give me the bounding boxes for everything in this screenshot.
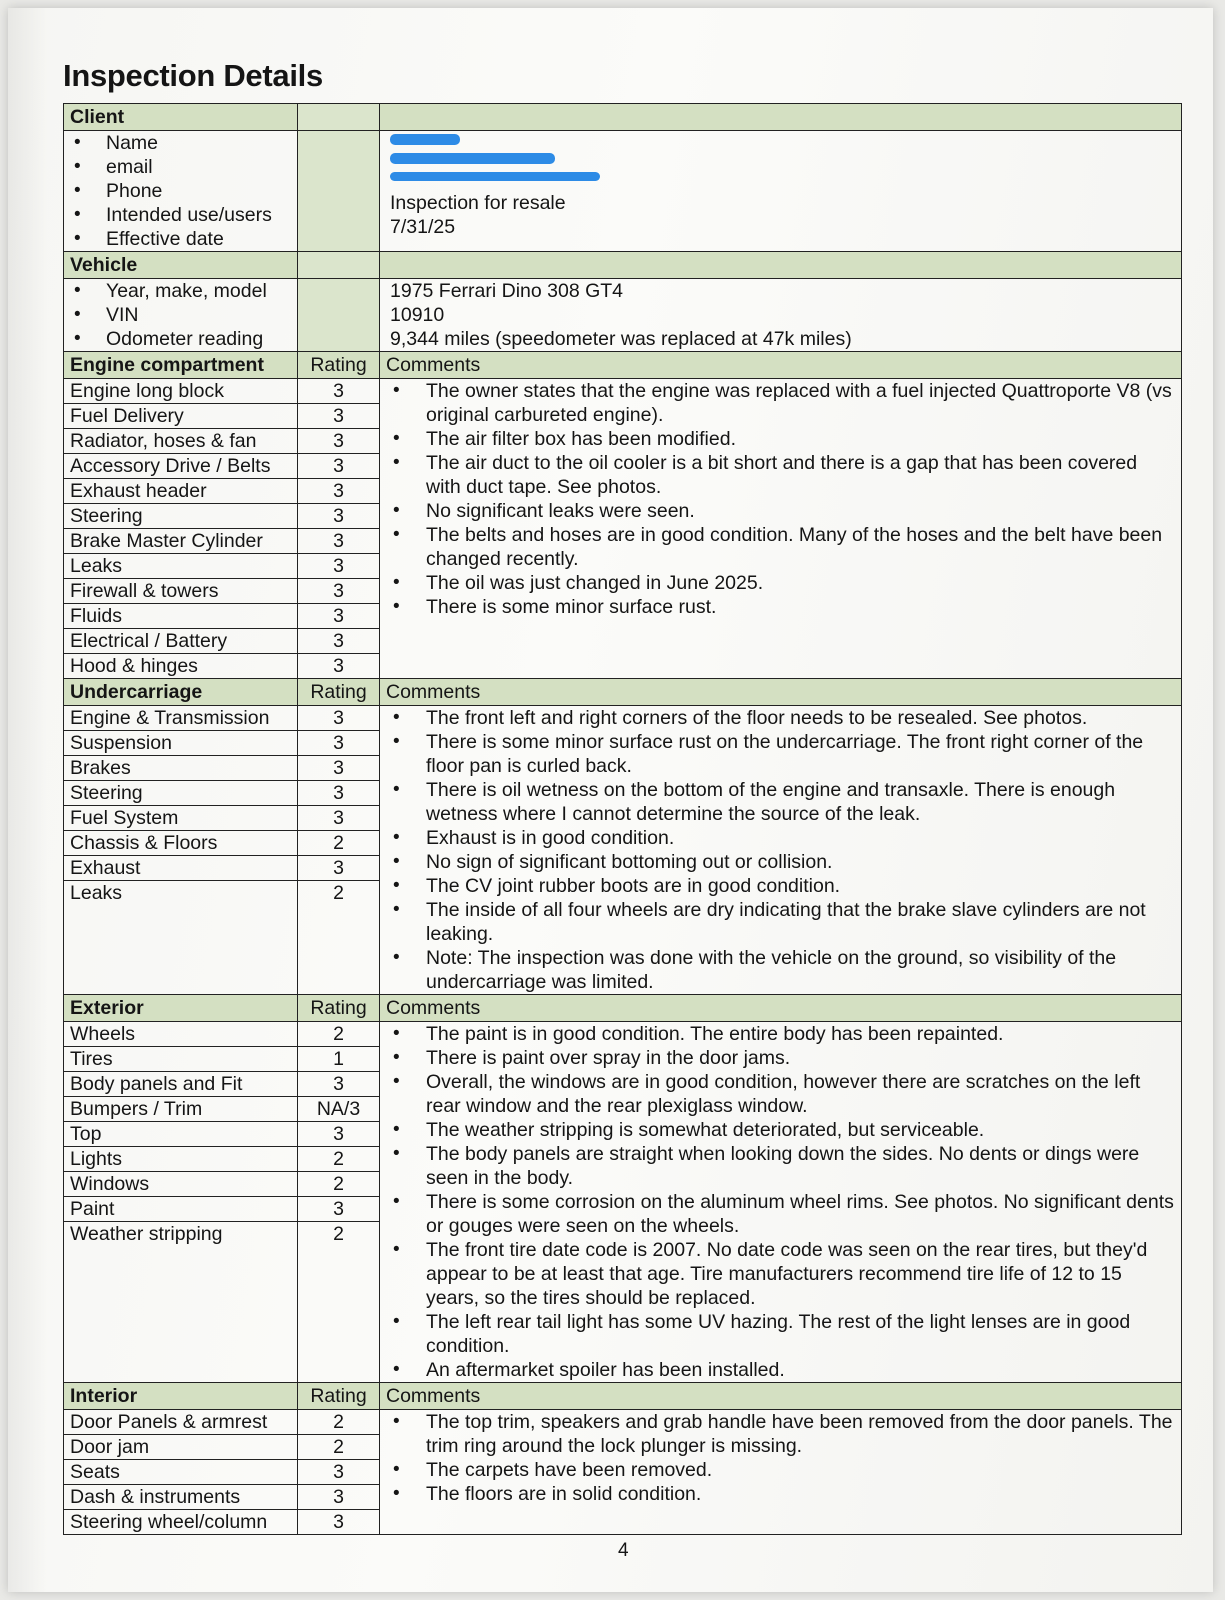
item-rating: 3 bbox=[298, 629, 379, 654]
item-rating: 3 bbox=[298, 856, 379, 881]
engine-comments bbox=[384, 379, 1175, 619]
item-label: Windows bbox=[64, 1172, 297, 1197]
item-rating: 2 bbox=[333, 882, 344, 904]
item-label: Suspension bbox=[64, 731, 297, 756]
item-label: Engine & Transmission bbox=[64, 706, 297, 731]
item-label: Seats bbox=[64, 1460, 297, 1485]
comment: • The oil was just changed in June 2025. bbox=[384, 571, 1175, 595]
item-rating: 3 bbox=[298, 706, 379, 731]
item-rating: 2 bbox=[298, 831, 379, 856]
item-label: Electrical / Battery bbox=[64, 629, 297, 654]
item-rating: 2 bbox=[298, 1022, 379, 1047]
item-label: Fuel System bbox=[64, 806, 297, 831]
comment: • Note: The inspection was done with the vehicle on the ground, so visibility of the undercarriage was limited. bbox=[384, 946, 1175, 994]
item-rating: 2 bbox=[298, 1147, 379, 1172]
comment: • The air duct to the oil cooler is a bit short and there is a gap that has been covered with duct tape. See photos. bbox=[384, 451, 1175, 499]
intended-use-value: Inspection for resale bbox=[390, 192, 566, 214]
item-rating: 3 bbox=[333, 655, 344, 677]
item-rating: 3 bbox=[298, 479, 379, 504]
item-rating: 3 bbox=[298, 756, 379, 781]
rating-label: Rating bbox=[298, 995, 380, 1022]
comment: • The inside of all four wheels are dry indicating that the brake slave cylinders are not leaking. bbox=[384, 898, 1175, 946]
item-rating: 3 bbox=[298, 806, 379, 831]
comment: • The owner states that the engine was replaced with a fuel injected Quattroporte V8 (vs original carbureted engine). bbox=[384, 379, 1175, 427]
rating-label: Rating bbox=[298, 1383, 380, 1410]
comment: • There is some minor surface rust. bbox=[384, 595, 1175, 619]
item-label: Brake Master Cylinder bbox=[64, 529, 297, 554]
item-label: Chassis & Floors bbox=[64, 831, 297, 856]
comment: • The body panels are straight when looking down the sides. No dents or dings were seen in the body. bbox=[384, 1142, 1175, 1190]
exterior-header-row bbox=[64, 995, 1182, 1022]
vehicle-vin-value: 10910 bbox=[390, 304, 445, 326]
vehicle-ymm-value: 1975 Ferrari Dino 308 GT4 bbox=[390, 280, 624, 302]
comment: • The front tire date code is 2007. No date code was seen on the rear tires, but they'd appear to be at least that age. Tire manufacturers recommend tire life of 12 to 15 years, so the tires should be replaced. bbox=[384, 1238, 1175, 1310]
vehicle-field-ymm: • Year, make, model bbox=[64, 279, 291, 303]
item-rating: 3 bbox=[298, 579, 379, 604]
section-name: Undercarriage bbox=[64, 679, 298, 706]
vehicle-header: Vehicle bbox=[64, 252, 298, 279]
comment: • No significant leaks were seen. bbox=[384, 499, 1175, 523]
item-label: Steering wheel/column bbox=[70, 1511, 268, 1533]
item-rating: 3 bbox=[298, 1197, 379, 1222]
item-label: Bumpers / Trim bbox=[64, 1097, 297, 1122]
vehicle-header-blank bbox=[298, 252, 380, 279]
comment: • There is some corrosion on the aluminum wheel rims. See photos. No significant dents or gouges were seen on the wheels. bbox=[384, 1190, 1175, 1238]
undercarriage-body-row bbox=[64, 706, 1182, 995]
item-label: Exhaust bbox=[64, 856, 297, 881]
item-label: Steering bbox=[64, 781, 297, 806]
client-header-blank-wide bbox=[380, 104, 1182, 131]
rating-label: Rating bbox=[298, 679, 380, 706]
client-field-effective-date: • Effective date bbox=[64, 227, 291, 251]
item-label: Firewall & towers bbox=[64, 579, 297, 604]
comments-label: Comments bbox=[380, 352, 1182, 379]
effective-date-value: 7/31/25 bbox=[390, 216, 456, 238]
interior-body-row bbox=[64, 1410, 1182, 1535]
vehicle-header-row bbox=[64, 252, 1182, 279]
section-name: Engine compartment bbox=[64, 352, 298, 379]
item-rating: 3 bbox=[298, 429, 379, 454]
item-label: Door jam bbox=[64, 1435, 297, 1460]
item-label: Top bbox=[64, 1122, 297, 1147]
vehicle-header-blank-wide bbox=[380, 252, 1182, 279]
item-rating: 3 bbox=[298, 1122, 379, 1147]
client-header-row bbox=[64, 104, 1182, 131]
client-field-intended-use: • Intended use/users bbox=[64, 203, 291, 227]
vehicle-field-list bbox=[64, 279, 291, 351]
comments-label: Comments bbox=[380, 995, 1182, 1022]
vehicle-odometer-value: 9,344 miles (speedometer was replaced at 47k miles) bbox=[390, 328, 852, 350]
client-fields-row bbox=[64, 131, 1182, 252]
item-label: Fuel Delivery bbox=[64, 404, 297, 429]
item-rating: 3 bbox=[298, 404, 379, 429]
comment: • Exhaust is in good condition. bbox=[384, 826, 1175, 850]
interior-comments bbox=[384, 1410, 1175, 1506]
item-rating: 2 bbox=[298, 1410, 379, 1435]
comment: • The belts and hoses are in good condition. Many of the hoses and the belt have been changed recently. bbox=[384, 523, 1175, 571]
item-label: Hood & hinges bbox=[70, 655, 198, 677]
item-rating: 3 bbox=[298, 781, 379, 806]
exterior-body-row bbox=[64, 1022, 1182, 1383]
item-rating: 3 bbox=[298, 1460, 379, 1485]
engine-header-row bbox=[64, 352, 1182, 379]
item-rating: 3 bbox=[298, 379, 379, 404]
redaction-mark bbox=[390, 153, 555, 164]
rating-label: Rating bbox=[298, 352, 380, 379]
item-label: Body panels and Fit bbox=[64, 1072, 297, 1097]
item-rating: 2 bbox=[333, 1223, 344, 1245]
vehicle-field-vin: • VIN bbox=[64, 303, 291, 327]
comment: • No sign of significant bottoming out or collision. bbox=[384, 850, 1175, 874]
item-rating: 3 bbox=[298, 454, 379, 479]
comments-label: Comments bbox=[380, 679, 1182, 706]
comment: • Overall, the windows are in good condition, however there are scratches on the left rear window and the rear plexiglass window. bbox=[384, 1070, 1175, 1118]
item-label: Paint bbox=[64, 1197, 297, 1222]
undercarriage-header-row bbox=[64, 679, 1182, 706]
redaction-mark bbox=[390, 172, 600, 181]
item-rating: 1 bbox=[298, 1047, 379, 1072]
comment: • There is some minor surface rust on the undercarriage. The front right corner of the floor pan is curled back. bbox=[384, 730, 1175, 778]
section-name: Interior bbox=[64, 1383, 298, 1410]
client-field-phone: • Phone bbox=[64, 179, 291, 203]
client-field-list bbox=[64, 131, 291, 251]
item-rating: 3 bbox=[333, 1511, 344, 1533]
item-label: Radiator, hoses & fan bbox=[64, 429, 297, 454]
item-label: Tires bbox=[64, 1047, 297, 1072]
comment: • The paint is in good condition. The entire body has been repainted. bbox=[384, 1022, 1175, 1046]
item-label: Dash & instruments bbox=[64, 1485, 297, 1510]
item-label: Fluids bbox=[64, 604, 297, 629]
client-header-blank bbox=[298, 104, 380, 131]
comment: • There is paint over spray in the door jams. bbox=[384, 1046, 1175, 1070]
page-number: 4 bbox=[618, 1540, 629, 1561]
comment: • The front left and right corners of the floor needs to be resealed. See photos. bbox=[384, 706, 1175, 730]
item-rating: 3 bbox=[298, 529, 379, 554]
item-rating: 2 bbox=[298, 1435, 379, 1460]
item-label: Wheels bbox=[64, 1022, 297, 1047]
page-title: Inspection Details bbox=[63, 58, 323, 93]
comment: • The air filter box has been modified. bbox=[384, 427, 1175, 451]
item-label: Brakes bbox=[64, 756, 297, 781]
item-label: Weather stripping bbox=[70, 1223, 223, 1245]
item-rating: NA/3 bbox=[298, 1097, 379, 1122]
comments-label: Comments bbox=[380, 1383, 1182, 1410]
client-rating-blank bbox=[298, 131, 380, 252]
comment: • The floors are in solid condition. bbox=[384, 1482, 1175, 1506]
engine-body-row bbox=[64, 379, 1182, 679]
item-rating: 3 bbox=[298, 604, 379, 629]
redaction-mark bbox=[390, 134, 460, 145]
comment: • There is oil wetness on the bottom of the engine and transaxle. There is enough wetness where I cannot determine the source of the leak. bbox=[384, 778, 1175, 826]
item-rating: 3 bbox=[298, 731, 379, 756]
vehicle-rating-blank bbox=[298, 279, 380, 352]
undercarriage-comments bbox=[384, 706, 1175, 994]
comment: • An aftermarket spoiler has been installed. bbox=[384, 1358, 1175, 1382]
item-rating: 3 bbox=[298, 1072, 379, 1097]
inspection-table bbox=[63, 103, 1182, 1535]
item-label: Engine long block bbox=[64, 379, 297, 404]
item-rating: 3 bbox=[298, 1485, 379, 1510]
client-field-name: • Name bbox=[64, 131, 291, 155]
item-rating: 2 bbox=[298, 1172, 379, 1197]
comment: • The top trim, speakers and grab handle have been removed from the door panels. The trim ring around the lock plunger is missing. bbox=[384, 1410, 1175, 1458]
item-label: Leaks bbox=[64, 554, 297, 579]
item-rating: 3 bbox=[298, 504, 379, 529]
item-label: Leaks bbox=[70, 882, 123, 904]
item-label: Door Panels & armrest bbox=[64, 1410, 297, 1435]
item-label: Accessory Drive / Belts bbox=[64, 454, 297, 479]
comment: • The carpets have been removed. bbox=[384, 1458, 1175, 1482]
client-field-email: • email bbox=[64, 155, 291, 179]
comment: • The CV joint rubber boots are in good condition. bbox=[384, 874, 1175, 898]
client-header: Client bbox=[64, 104, 298, 131]
interior-header-row bbox=[64, 1383, 1182, 1410]
exterior-comments bbox=[384, 1022, 1175, 1382]
item-label: Lights bbox=[64, 1147, 297, 1172]
item-label: Exhaust header bbox=[64, 479, 297, 504]
vehicle-field-odometer: • Odometer reading bbox=[64, 327, 291, 351]
section-name: Exterior bbox=[64, 995, 298, 1022]
vehicle-fields-row bbox=[64, 279, 1182, 352]
item-rating: 3 bbox=[298, 554, 379, 579]
comment: • The weather stripping is somewhat deteriorated, but serviceable. bbox=[384, 1118, 1175, 1142]
item-label: Steering bbox=[64, 504, 297, 529]
comment: • The left rear tail light has some UV hazing. The rest of the light lenses are in good condition. bbox=[384, 1310, 1175, 1358]
